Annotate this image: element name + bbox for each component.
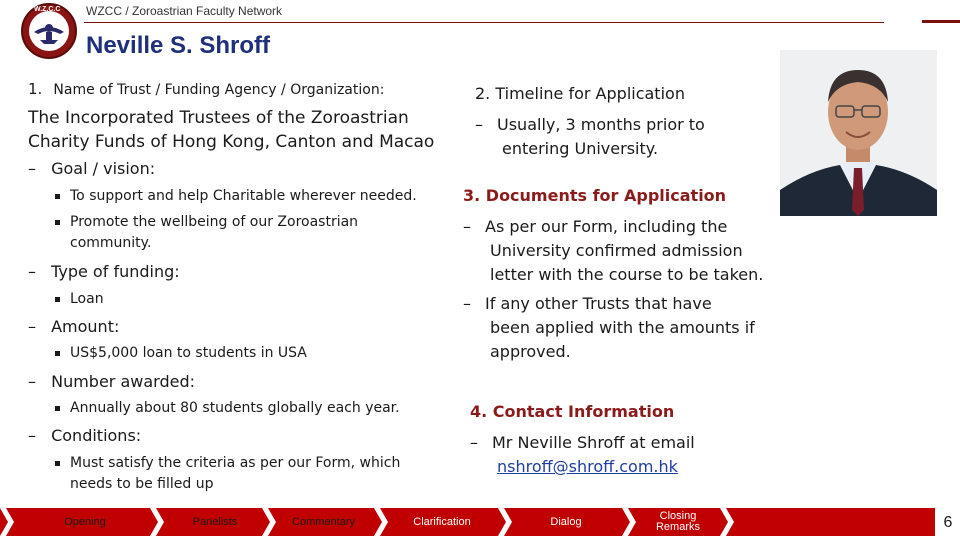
nav-dialog[interactable]: Dialog [550, 515, 582, 528]
number-list [70, 398, 400, 419]
list-item: Promote the wellbeing of our Zoroastrian [70, 212, 450, 233]
timeline-text: – Usually, 3 months prior to entering University. [475, 115, 705, 158]
nav-panelists[interactable]: Panelists [192, 515, 238, 528]
dash-icon: – [463, 294, 471, 313]
conditions-label [28, 426, 141, 445]
bullet-icon [55, 351, 60, 356]
amount-label [28, 317, 119, 336]
type-label-text: Type of funding: [51, 262, 180, 281]
conditions-label-text: Conditions: [51, 426, 142, 445]
org-line1: The Incorporated Trustees of the Zoroastrian [28, 108, 409, 128]
dash-icon: – [475, 115, 483, 134]
nav-opening[interactable]: Opening [64, 515, 106, 528]
section1-heading-text: Name of Trust / Funding Agency / Organization: [53, 82, 385, 98]
org-line2: Charity Funds of Hong Kong, Canton and Macao [28, 132, 435, 152]
footer-nav-bar [0, 508, 935, 536]
bullet-icon [55, 220, 60, 225]
speaker-photo [780, 50, 937, 216]
section1-number: 1. [28, 80, 43, 98]
dash-icon: – [28, 262, 36, 281]
dash-icon: – [28, 317, 36, 336]
header-subtitle: WZCC / Zoroastrian Faculty Network [86, 4, 283, 18]
contact-heading: 4. Contact Information [470, 402, 675, 421]
dash-icon: – [463, 217, 471, 236]
org-name [28, 106, 434, 154]
number-label-text: Number awarded: [51, 372, 195, 391]
list-item: Annually about 80 students globally each year. [70, 398, 400, 419]
amount-list [70, 343, 307, 364]
contact-email-link[interactable]: nshroff@shroff.com.hk [497, 457, 678, 476]
nav-clarification[interactable]: Clarification [413, 515, 471, 528]
bullet-icon [55, 297, 60, 302]
header-divider [84, 22, 884, 23]
dash-icon: – [28, 159, 36, 178]
bullet-icon [55, 406, 60, 411]
conditions-list [70, 453, 450, 495]
header-divider-accent [922, 20, 960, 23]
goal-list [70, 186, 450, 254]
goal-label [28, 159, 155, 178]
dash-icon: – [470, 433, 478, 452]
docs-text: – As per our Form, including the University confirmed admission letter with the course to be taken. – If any other Trusts that have been applied with the amounts if approved. [463, 217, 764, 361]
docs-heading: 3. Documents for Application [463, 186, 727, 205]
section1-heading [28, 79, 384, 98]
list-item: Must satisfy the criteria as per our Form, which [70, 453, 450, 474]
page-number: 6 [943, 514, 953, 531]
nav-closing-remarks[interactable]: Closing Remarks [655, 510, 700, 533]
page-title: Neville S. Shroff [86, 32, 271, 59]
bullet-icon [55, 461, 60, 466]
list-item-continuation: community. [70, 235, 152, 251]
logo-text: W.Z.C.C [34, 6, 61, 13]
list-item: US$5,000 loan to students in USA [70, 343, 307, 364]
nav-commentary[interactable]: Commentary [292, 515, 355, 528]
number-label [28, 372, 195, 391]
bullet-icon [55, 194, 60, 199]
contact-text: – Mr Neville Shroff at email nshroff@shroff.com.hk [470, 433, 695, 476]
dash-icon: – [28, 372, 36, 391]
list-item: Loan [70, 289, 104, 310]
timeline-heading: 2. Timeline for Application [475, 84, 685, 103]
goal-label-text: Goal / vision: [51, 159, 156, 178]
dash-icon: – [28, 426, 36, 445]
type-label [28, 262, 180, 281]
wzcc-logo [20, 2, 78, 60]
type-list [70, 289, 104, 310]
list-item-continuation: needs to be filled up [70, 476, 214, 492]
amount-label-text: Amount: [51, 317, 120, 336]
list-item: To support and help Charitable wherever needed. [70, 186, 450, 207]
